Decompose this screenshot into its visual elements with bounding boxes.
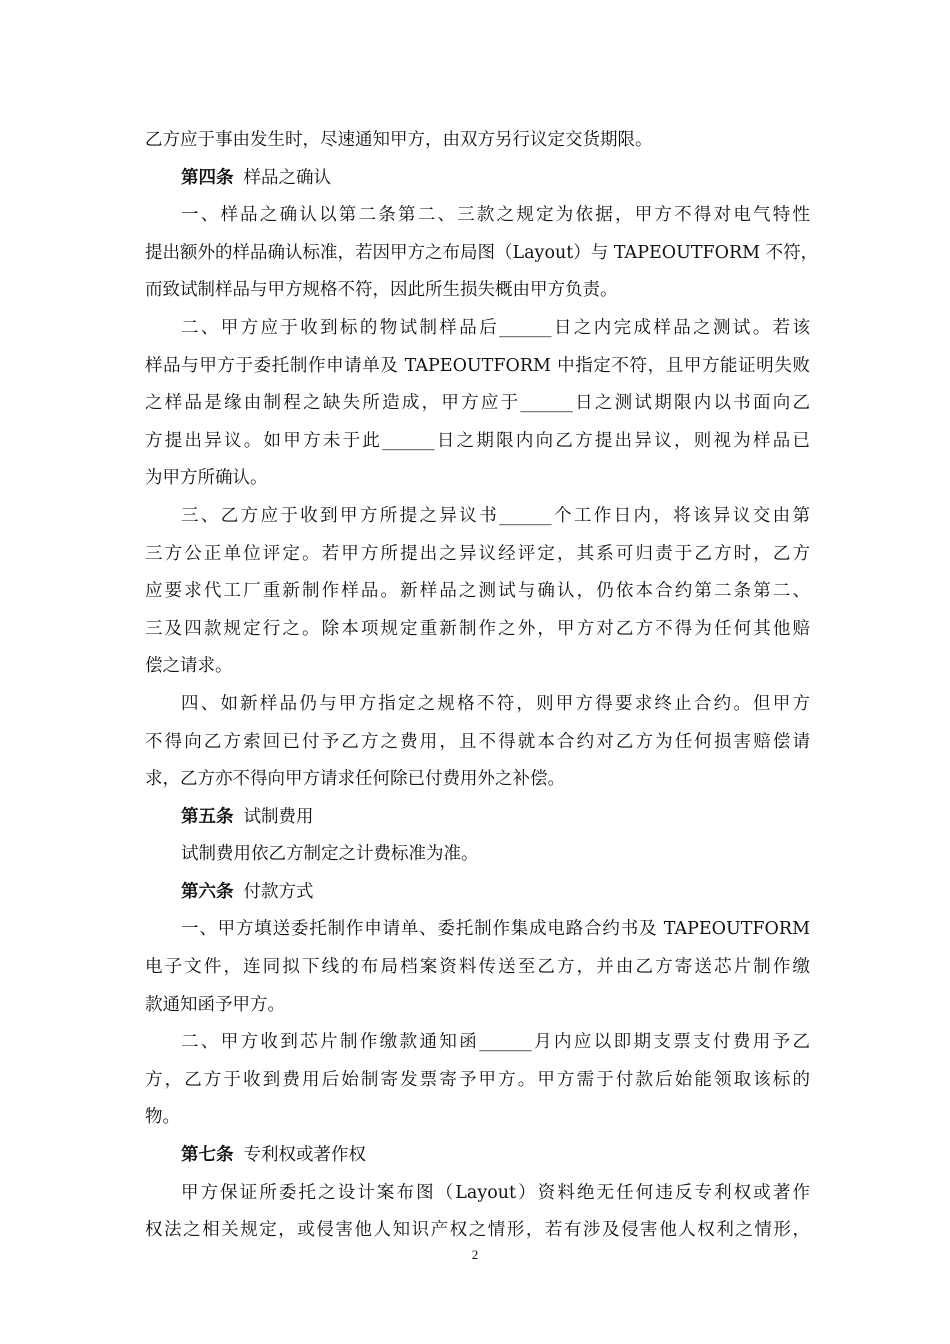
article-title: 样品之确认: [243, 167, 331, 188]
paragraph-line: 方提出异议。如甲方未于此______日之期限内向乙方提出异议，则视为样品已: [145, 430, 810, 451]
paragraph-line: 之样品是缘由制程之缺失所造成，甲方应于______日之测试期限内以书面向乙: [145, 393, 810, 414]
paragraph-line: 一、甲方填送委托制作申请单、委托制作集成电路合约书及 TAPEOUTFORM: [181, 919, 810, 940]
paragraph-line: 三、乙方应于收到甲方所提之异议书______个工作日内，将该异议交由第: [181, 505, 810, 526]
paragraph-line: 物。: [145, 1107, 180, 1128]
page-number: 2: [471, 1247, 479, 1262]
article-heading: [145, 799, 810, 837]
article-number: 第五条: [181, 806, 234, 827]
paragraph-line: 不得向乙方索回已付予乙方之费用，且不得就本合约对乙方为任何损害赔偿请: [145, 731, 810, 752]
paragraph-line: 而致试制样品与甲方规格不符，因此所生损失概由甲方负责。: [145, 280, 618, 301]
paragraph-line: 为甲方所确认。: [145, 468, 268, 489]
paragraph-line: 二、甲方收到芯片制作缴款通知函______月内应以即期支票支付费用予乙: [181, 1032, 810, 1053]
article-title: 试制费用: [243, 806, 314, 827]
article-title: 付款方式: [243, 881, 314, 902]
article-number: 第六条: [181, 881, 234, 902]
article-number: 第四条: [181, 167, 234, 188]
paragraph-line: 试制费用依乙方制定之计费标准为准。: [181, 844, 479, 865]
paragraph-line: 提出额外的样品确认标准，若因甲方之布局图（Layout）与 TAPEOUTFORM 不符，: [145, 242, 819, 263]
paragraph-line: 一、样品之确认以第二条第二、三款之规定为依据，甲方不得对电气特性: [181, 205, 810, 226]
paragraph-line: 四、如新样品仍与甲方指定之规格不符，则甲方得要求终止合约。但甲方: [181, 693, 810, 714]
paragraph-line: 三及四款规定行之。除本项规定重新制作之外，甲方对乙方不得为任何其他赔: [145, 618, 810, 639]
paragraph-line: 方，乙方于收到费用后始制寄发票寄予甲方。甲方需于付款后始能领取该标的: [145, 1069, 810, 1090]
paragraph-line: 甲方保证所委托之设计案布图（Layout）资料绝无任何违反专利权或著作: [181, 1182, 810, 1203]
paragraph-line: 求，乙方亦不得向甲方请求任何除已付费用外之补偿。: [145, 769, 565, 790]
document-body: [145, 122, 819, 1250]
paragraph-line: 二、甲方应于收到标的物试制样品后______日之内完成样品之测试。若该: [181, 317, 810, 338]
paragraph-line: 样品与甲方于委托制作申请单及 TAPEOUTFORM 中指定不符，且甲方能证明失败: [145, 355, 810, 376]
paragraph-line: 电子文件，连同拟下线的布局档案资料传送至乙方，并由乙方寄送芯片制作缴: [145, 957, 810, 978]
paragraph-line: 款通知函予甲方。: [145, 994, 285, 1015]
article-heading: [145, 1137, 810, 1175]
paragraph-line: 三方公正单位评定。若甲方所提出之异议经评定，其系可归责于乙方时，乙方: [145, 543, 810, 564]
article-heading: [145, 874, 810, 912]
article-heading: [145, 160, 810, 198]
paragraph-line: 应要求代工厂重新制作样品。新样品之测试与确认，仍依本合约第二条第二、: [145, 581, 810, 602]
paragraph-line: 乙方应于事由发生时，尽速通知甲方，由双方另行议定交货期限。: [145, 130, 653, 150]
paragraph-line: 权法之相关规定，或侵害他人知识产权之情形，若有涉及侵害他人权利之情形，: [145, 1220, 810, 1241]
article-title: 专利权或著作权: [243, 1145, 366, 1166]
paragraph-line: 偿之请求。: [145, 656, 233, 677]
article-number: 第七条: [181, 1145, 234, 1166]
